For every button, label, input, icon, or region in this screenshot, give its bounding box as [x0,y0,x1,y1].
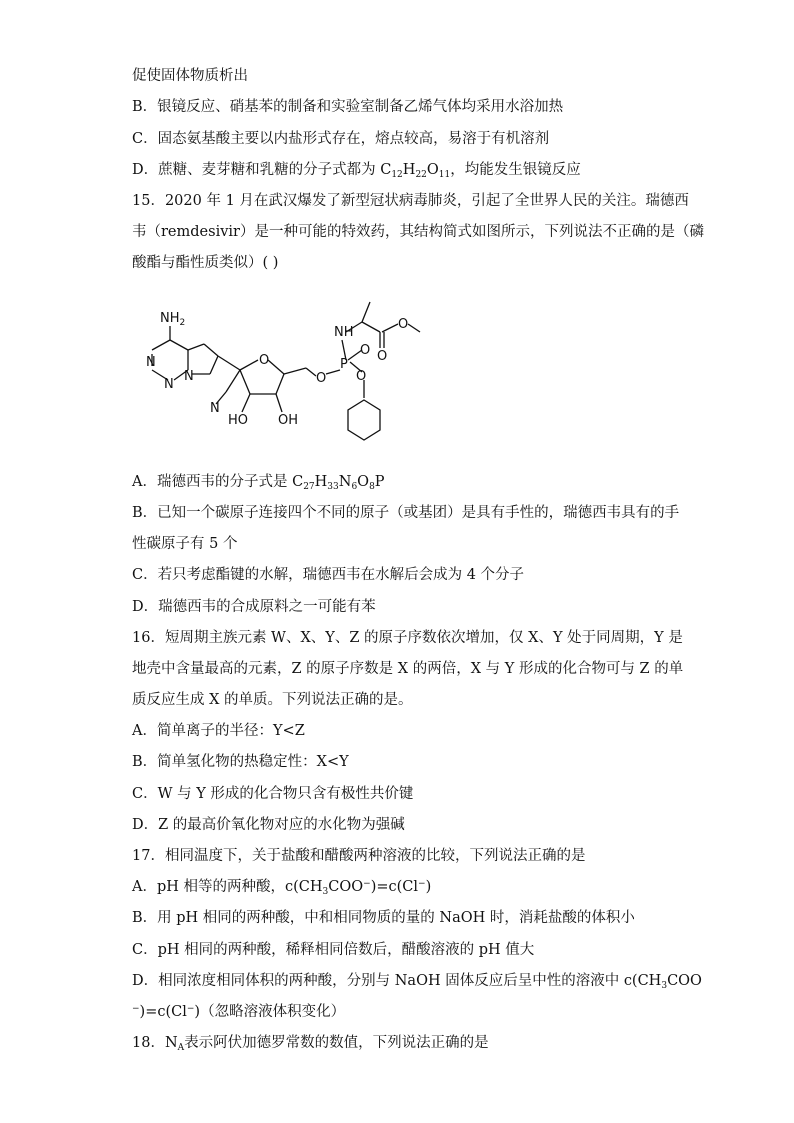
q17-option-d-line1: D．相同浓度相同体积的两种酸，分别与 NaOH 固体反应后呈中性的溶液中 $c(CH_3COO$ [132,973,702,991]
nh-label: NH [334,325,354,340]
q15-stem-line3: 酸酯与酯性质类似）( ) [132,255,279,271]
q16-option-a: A．简单离子的半径：Y<Z [132,723,305,739]
q16-option-d: D．Z 的最高价氧化物对应的水化物为强碱 [132,817,405,833]
nh2-label: $NH_2$ [160,311,186,328]
oh-label: OH [278,413,299,428]
option-a-continuation: 促使固体物质析出 [132,68,248,84]
q17-option-c: C．pH 相同的两种酸，稀释相同倍数后，醋酸溶液的 pH 值大 [132,942,535,958]
alkyl-ester-o-label: O [398,317,409,332]
q16-option-b: B．简单氢化物的热稳定性：X<Y [132,754,349,770]
phenoxy-o-label: O [356,369,367,384]
phosphoryl-o-label: O [360,343,371,358]
remdesivir-structure [130,288,430,458]
q15-option-d: D．瑞德西韦的合成原料之一可能有苯 [132,599,376,615]
q16-stem-line1: 16．短周期主族元素 W、X、Y、Z 的原子序数依次增加，仅 X、Y 处于同周期，Y 是 [132,630,683,646]
q14-option-d: D．蔗糖、麦芽糖和乳糖的分子式都为 $C_{12}H_{22}O_{11}$，均能发生银镜反应 [132,162,581,180]
q15-stem-line1: 15．2020 年 1 月在武汉爆发了新型冠状病毒肺炎，引起了全世界人民的关注。瑞德西 [132,193,689,209]
cyano-n-label: N [210,401,220,416]
q17-stem: 17．相同温度下，关于盐酸和醋酸两种溶液的比较，下列说法正确的是 [132,848,586,864]
q15-option-b-line1: B．已知一个碳原子连接四个不同的原子（或基团）是具有手性的，瑞德西韦具有的手 [132,505,680,521]
q16-option-c: C．W 与 Y 形成的化合物只含有极性共价键 [132,786,414,802]
ho-label: HO [228,413,249,428]
q18-stem: 18．$N_A$表示阿伏加德罗常数的数值，下列说法正确的是 [132,1035,489,1053]
q15-option-b-line2: 性碳原子有 5 个 [132,536,238,552]
q15-stem-line2: 韦（remdesivir）是一种可能的特效药，其结构简式如图所示，下列说法不正确的是（磷 [132,224,704,240]
q15-option-a: A．瑞德西韦的分子式是 $C_{27}H_{33}N_6O_8P$ [132,474,385,492]
carbonyl-o-label: O [377,349,388,364]
ring-n2-label: N [164,377,174,392]
q17-option-d-line2: −)=c(Cl−)（忽略溶液体积变化） [132,1004,346,1020]
phosphorus-label: P [340,357,348,372]
q17-option-b: B．用 pH 相同的两种酸，中和相同物质的量的 NaOH 时，消耗盐酸的体积小 [132,910,635,926]
ester-o-label: O [316,371,327,386]
q17-option-a: A．pH 相等的两种酸，$c(CH_3COO^-)=c(Cl^-)$ [132,879,432,897]
q16-stem-line2: 地壳中含量最高的元素，Z 的原子序数是 X 的两倍，X 与 Y 形成的化合物可与 Z 的单 [132,661,684,677]
sugar-o-label: O [259,353,270,368]
ring-n1-label: N [146,355,156,370]
q15-option-c: C．若只考虑酯键的水解，瑞德西韦在水解后会成为 4 个分子 [132,567,525,583]
q14-option-c: C．固态氨基酸主要以内盐形式存在，熔点较高，易溶于有机溶剂 [132,131,550,147]
q14-option-b: B．银镜反应、硝基苯的制备和实验室制备乙烯气体均采用水浴加热 [132,99,564,115]
q16-stem-line3: 质反应生成 X 的单质。下列说法正确的是。 [132,692,413,708]
ring-n3-label: N [184,369,194,384]
